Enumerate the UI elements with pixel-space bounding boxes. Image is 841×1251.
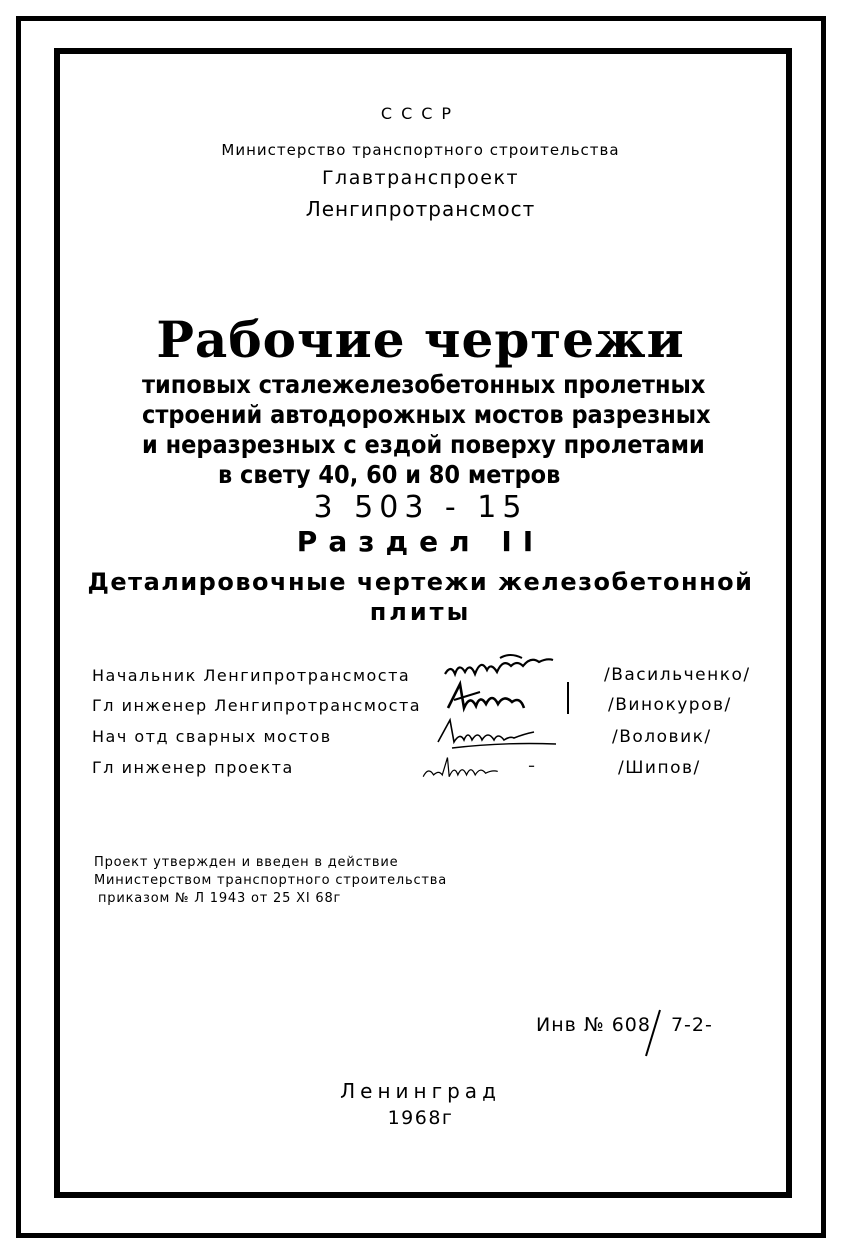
- country-label: СССР: [380, 104, 461, 123]
- signatory-name-1: /Васильченко/: [604, 665, 751, 685]
- series-code: 3 503 - 15: [313, 490, 528, 525]
- signatory-position-3: Нач отд сварных мостов: [92, 727, 332, 746]
- signature-2: [440, 678, 570, 718]
- subtitle-line-2: строений автодорожных мостов разрезных: [142, 400, 711, 429]
- inventory-label: Инв №: [536, 1014, 605, 1036]
- section-title-line-1: Деталировочные чертежи железобетонной: [87, 568, 754, 596]
- inventory-number-right: 7-2-: [670, 1014, 713, 1036]
- inventory-number-left: 608: [611, 1014, 651, 1036]
- subtitle-line-3: и неразрезных с ездой поверху пролетами: [142, 430, 705, 459]
- year-label: 1968г: [387, 1107, 454, 1129]
- subtitle-line-4: в свету 40, 60 и 80 метров: [218, 460, 561, 489]
- approval-line-2: Министерством транспортного строительства: [94, 873, 448, 888]
- ministry-label: Министерство транспортного строительства: [221, 141, 620, 159]
- signatory-name-4: /Шипов/: [618, 758, 701, 778]
- city-label: Ленинград: [340, 1079, 501, 1103]
- approval-line-3: приказом № Л 1943 от 25 XI 68г: [98, 891, 342, 906]
- department-label: Главтранспроект: [321, 167, 520, 189]
- signatory-name-3: /Воловик/: [612, 727, 712, 747]
- signatory-position-1: Начальник Ленгипротрансмоста: [92, 666, 411, 685]
- section-heading: Раздел II: [296, 525, 545, 558]
- institute-label: Ленгипротрансмост: [305, 197, 536, 221]
- subtitle-line-1: типовых сталежелезобетонных пролетных: [142, 370, 706, 399]
- signature-4: [418, 748, 548, 788]
- inventory-number: [536, 1014, 713, 1036]
- signatory-name-2: /Винокуров/: [608, 695, 732, 715]
- inventory-slash: [640, 1008, 664, 1058]
- signatory-position-2: Гл инженер Ленгипротрансмоста: [92, 696, 422, 715]
- document-title: Рабочие чертежи: [156, 310, 685, 369]
- signatory-position-4: Гл инженер проекта: [92, 758, 294, 777]
- section-title-line-2: плиты: [369, 598, 472, 626]
- approval-line-1: Проект утвержден и введен в действие: [94, 855, 399, 870]
